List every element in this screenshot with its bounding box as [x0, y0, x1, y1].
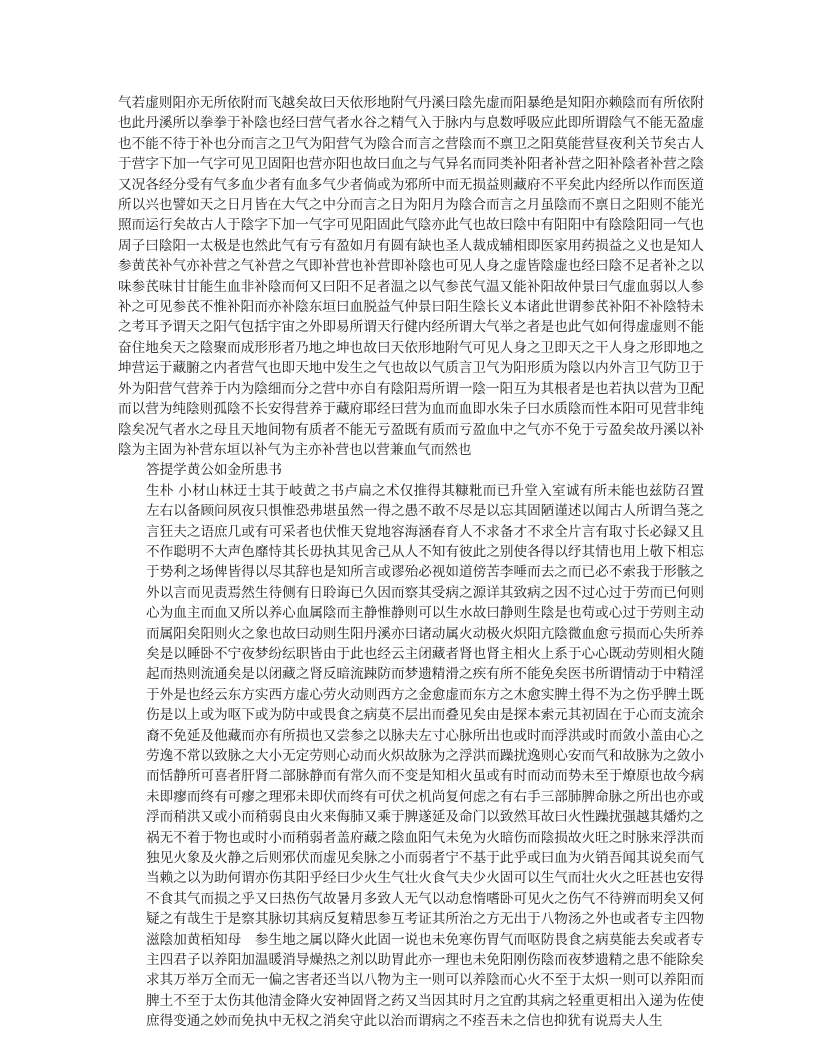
letter-heading: 答提学黄公如金所患书 [146, 462, 282, 479]
document-body [118, 93, 704, 1032]
paragraph-2: 生朴 小材山林迂士其于岐黄之书卢扁之术仅推得其糠粃而已升堂入室诚有所未能也兹防召置左右以备顾问夙夜只惧惟恐弗堪虽然一得之愚不敢不尽是以忘其固陋谨述以闻古人所谓刍荛之言狂夫之语庶几或有可采者也伏惟天覍地容海涵春育人不求备才不求全片言有取寸长必録又且不作聪明不大声色靡恃其长毋执其见舍己从人不知有彼此之别使各得以纾其情也用上敬下相忘于势利之场俾皆得以尽其辞也是知所言或谬殆必视如道傍苦李唾而去之而已必不索我于形骸之外以言而见责焉然生待侧有日聆诲已久因而察其受病之源详其致病之因不过心过于劳而已何则心为血主而血又所以养心血属陰而主静惟静则可以生水故曰静则生陰是也苟或心过于劳则主动而属阳矣阳则火之象也故曰动则生阳丹溪亦曰诸动属火动极火炽阳亢陰微血愈亏损而心失所养矣是以睡卧不宁夜梦纷纭职皆由于此也经云主闭藏者肾也肾主相火上系于心心既动劳则相火随起而热则流通矣是以闭藏之肾反暗流踈防而梦遗精滑之疾有所不能免矣医书所谓情动于中精淫于外是也经云东方实西方虚心劳火动则西方之金愈虚而东方之木愈实脾土得不为之伤乎脾土既伤是以上或为呕下或为防中或畏食之病莫不层出而叠见矣由是探本索元其初固在于心而支流余裔不免延及他藏而亦有所损也又尝参之以脉夫左寸心脉所出也或时而浮洪或时而敛小盖由心之劳逸不常以致脉之大小无定劳则心动而火炽故脉为之浮洪而躁扰逸则心安而气和故脉为之敛小而恬静所可喜者肝肾二部脉静而有常久而不变是知相火虽或有时而动而势未至于燎原也故今病未即瘳而终有可瘳之理邪未即伏而终有可伏之机尚复何虑之有右手三部肺脾命脉之所出也亦或浮而稍洪又或小而稍弱良由火来侮肺又乘于脾遂延及命门以致然耳故曰火性躁扰强越其燔灼之祸无不着于物也或时小而稍弱者盖府藏之陰血阳气未免为火暗伤而陰损故火旺之时脉来浮洪而独见火象及火静之后则邪伏而虚见矣脉之小而弱者宁不基于此乎或曰血为火销吾闻其说矣而气当赖之以为助何谓亦伤其阳乎经曰少火生气壮火食气夫少火固可以生气而壮火火之旺甚也安得不食其气而损之乎又曰热伤气故暑月多致人无气以动怠惰嗜卧可见火之伤气不待辨而明矣又何疑之有哉生于是察其脉切其病反复精思参互考证其所治之方无出于八物汤之外也或者专主四物滋陰加黄栢知母 参生地之属以降火此固一说也未免寒伤胃气而呕防畏食之病莫能去矣或者专主四君子以养阳加温暖消导燥热之剂以助胃此亦一理也未免阳刚伤陰而夜梦遗精之患不能除矣求其万举万全而无一偏之害者还当以八物为主一则可以养陰而心火不至于太炽一则可以养阳而脾土不至于太伤其他清金降火安神固肾之药又当因其时月之宜酌其病之轻重更相出入递为佐使庶得变通之妙而免执中无权之消矣守此以治而谓病之不痊吾未之信也抑犹有说焉夫人生 [146, 482, 704, 1030]
paragraph-1: 气若虚则阳亦无所依附而飞越矣故曰天依形地附气丹溪曰陰先虚而阳暴绝是知阳亦赖陰而有所依附也此丹溪所以拳拳于补陰也经曰营气者水谷之精气入于脉内与息数呼吸应此即所谓陰气不能无盈虚也不能不待于补也分而言之卫气为阳营气为陰合而言之营陰而不禀卫之阳莫能营昼夜利关节矣古人于营字下加一气字可见卫固阳也营亦阳也故曰血之与气异名而同类补阳者补营之阳补陰者补营之陰又况各经分受有气多血少者有血多气少者倘或为邪所中而无损益则藏府不平矣此内经所以作而医道所以兴也譬如天之日月皆在大气之中分而言之日为阳月为陰合而言之月虽陰而不禀日之阳则不能光照而运行矣故古人于陰字下加一气字可见阳固此气陰亦此气也故曰陰中有阳阳中有陰陰阳同一气也周子曰陰阳一太极是也然此气有亏有盈如月有圆有缺也圣人裁成辅相即医家用药损益之义也是知人参黄芪补气亦补营之气补营之气即补营也补营即补陰也可见人身之虚皆陰虚也经曰陰不足者补之以味参芪味甘甘能生血非补陰而何又曰阳不足者温之以气参芪气温又能补阳故仲景曰气虚血弱以人参补之可见参芪不惟补阳而亦补陰东垣曰血脱益气仲景曰阳生陰长义本诸此世谓参芪补阳不补陰特未之考耳予谓天之阳气包括宇宙之外即易所谓天行健内经所谓大气举之者是也此气如何得虚虚则不能奋住地矣天之陰聚而成形形者乃地之坤也故曰天依形地附气可见人身之卫即天之干人身之形即地之坤营运于藏腑之内者营气也即天地中发生之气也故以气质言卫气为阳形质为陰以内外言卫气防卫于外为阳营气营养于内为陰细而分之营中亦自有陰阳焉所谓一陰一阳互为其根者是也若执以营为卫配而以营为纯陰则孤陰不长安得营养于藏府耶经曰营为血而血即水朱子曰水质陰而性本阳可见营非纯陰矣况气者水之母且天地间物有质者不能无亏盈既有质而亏盈血中之气亦不免于亏盈矣故丹溪以补陰为主固为补营东垣以补气为主亦补营也以营兼血气而然也 [118, 95, 704, 458]
